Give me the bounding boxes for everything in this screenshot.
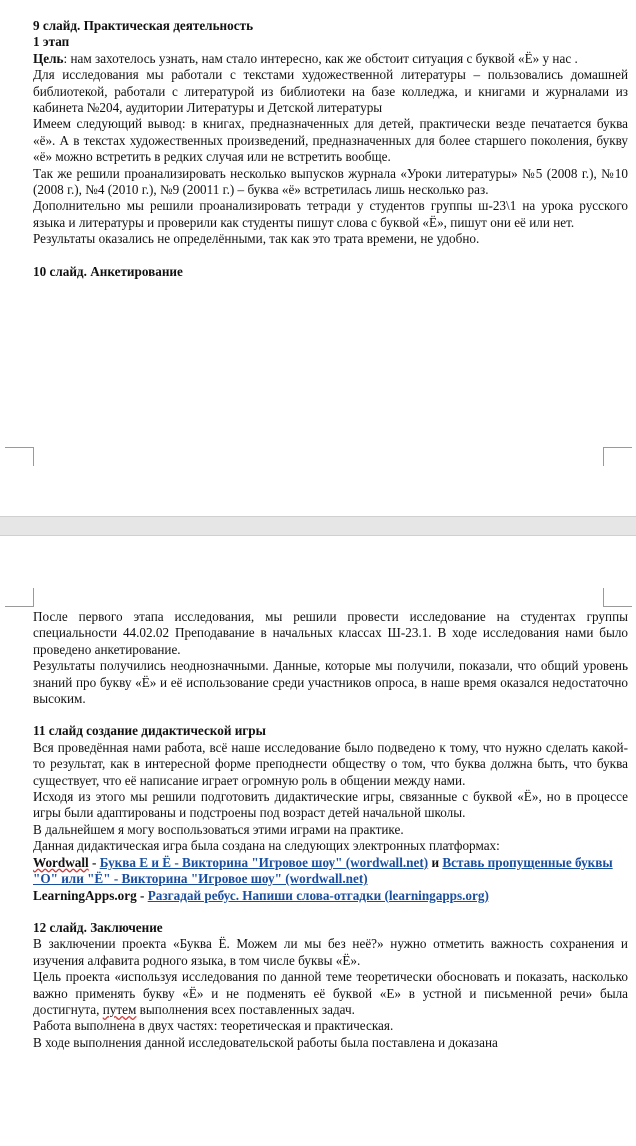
paragraph: Данная дидактическая игра была создана на следующих электронных платформах: bbox=[33, 838, 500, 854]
paragraph: Имеем следующий вывод: в книгах, предназначенных для детей, практически везде печатается буква «ё». А в текстах художественных произведений, предназначенных для более старшего поколения, букву «ё» можно встретить в редких случая или не встретить вообще. bbox=[33, 116, 628, 165]
page-separator bbox=[0, 516, 636, 536]
slide-11-heading: 11 слайд создание дидактической игры bbox=[33, 723, 266, 739]
page-2-text bbox=[33, 609, 628, 1051]
paragraph: Для исследования мы работали с текстами художественной литературы – пользовались домашней библиотекой, работали с литературой из библиотеки на базе колледжа, и книгами и журналами из кабинета №204, аудитории Литературы и Детской литературы bbox=[33, 67, 628, 116]
paragraph: Работа выполнена в двух частях: теоретическая и практическая. bbox=[33, 1018, 394, 1034]
spellcheck-word: путем bbox=[102, 1001, 137, 1017]
paragraph: В дальнейшем я могу воспользоваться этими играми на практике. bbox=[33, 821, 404, 837]
page-corner-mark bbox=[5, 588, 34, 607]
paragraph: Так же решили проанализировать несколько выпусков журнала «Уроки литературы» №5 (2008 г.), №10 (2008 г.), №4 (2010 г.), №9 (20011 г.) – буква «ё» встретилась лишь несколько раз. bbox=[33, 165, 628, 198]
slide-12-heading: 12 слайд. Заключение bbox=[33, 919, 163, 935]
paragraph: Вся проведённая нами работа, всё наше исследование было подведено к тому, что нужно сделать какой-то результат, как в интересной форме преподнести обществу о том, что буква должна быть, что буква существует, что её написание играет огромную роль в общении между нами. bbox=[33, 739, 628, 788]
paragraph: После первого этапа исследования, мы решили провести исследование на студентах группы специальности 44.02.02 Преподавание в начальных классах Ш-23.1. В ходе исследования нами было проведено анкетирование. bbox=[33, 609, 628, 657]
platform-links: Wordwall - Буква Е и Ё - Викторина "Игровое шоу" (wordwall.net) и Вставь пропущенные буквы "О" или "Ё" - Викторина "Игровое шоу" (wordwall.net) bbox=[33, 854, 613, 887]
paragraph: В заключении проекта «Буква Ё. Можем ли мы без неё?» нужно отметить важность сохранения и изучения алфавита родного языка, в том числе буквы «Ё». bbox=[33, 936, 628, 968]
wordwall-link-2[interactable]: Вставь пропущенные буквы "О" или "Ё" - Викторина "Игровое шоу" (wordwall.net) bbox=[33, 854, 613, 887]
paragraph: Результаты оказались не определёнными, так как это трата времени, не удобно. bbox=[33, 231, 480, 247]
page-corner-mark bbox=[603, 447, 632, 466]
page-corner-mark bbox=[603, 588, 632, 607]
paragraph: Исходя из этого мы решили подготовить дидактические игры, связанные с буквой «Ё», но в процессе игры были адаптированы и подстроены под возраст детей начальной школы. bbox=[33, 789, 628, 821]
page-1-text bbox=[33, 18, 628, 280]
wordwall-label: Wordwall bbox=[33, 854, 89, 870]
stage-label: 1 этап bbox=[33, 34, 70, 50]
goal-label: Цель bbox=[33, 50, 64, 66]
page-corner-mark bbox=[5, 447, 34, 466]
slide-10-heading: 10 слайд. Анкетирование bbox=[33, 263, 183, 279]
learningapps-label: LearningApps.org bbox=[33, 887, 137, 903]
goal-text: : нам захотелось узнать, нам стало интересно, как же обстоит ситуация с буквой «Ё» у нас . bbox=[63, 50, 578, 66]
slide-9-heading: 9 слайд. Практическая деятельность bbox=[33, 18, 254, 33]
paragraph: Цель проекта «используя исследования по данной теме теоретически обосновать и показать, насколько важно применять букву «Ё» и не подменять её буквой «Е» в устной и письменной речи» была достигнута, путем выполнения всех поставленных задач. bbox=[33, 969, 628, 1017]
paragraph: В ходе выполнения данной исследовательской работы была поставлена и доказана bbox=[33, 1034, 498, 1050]
paragraph: Дополнительно мы решили проанализировать тетради у студентов группы ш-23\1 на урока русского языка и литературы и проверили как студенты пишут слова с буквой «Ё», пишут они её или нет. bbox=[33, 198, 628, 230]
goal-paragraph bbox=[33, 51, 628, 67]
wordwall-link-1[interactable]: Буква Е и Ё - Викторина "Игровое шоу" (wordwall.net) bbox=[99, 854, 429, 870]
learningapps-line: LearningApps.org - Разгадай ребус. Напиши слова-отгадки (learningapps.org) bbox=[33, 887, 489, 903]
learningapps-link[interactable]: Разгадай ребус. Напиши слова-отгадки (learningapps.org) bbox=[147, 887, 489, 903]
document-page-1 bbox=[0, 0, 636, 516]
paragraph: Результаты получились неоднозначными. Данные, которые мы получили, показали, что общий уровень знаний про букву «Ё» и её использование среди участников опроса, в наше время оказался недостаточно высоким. bbox=[33, 658, 628, 707]
